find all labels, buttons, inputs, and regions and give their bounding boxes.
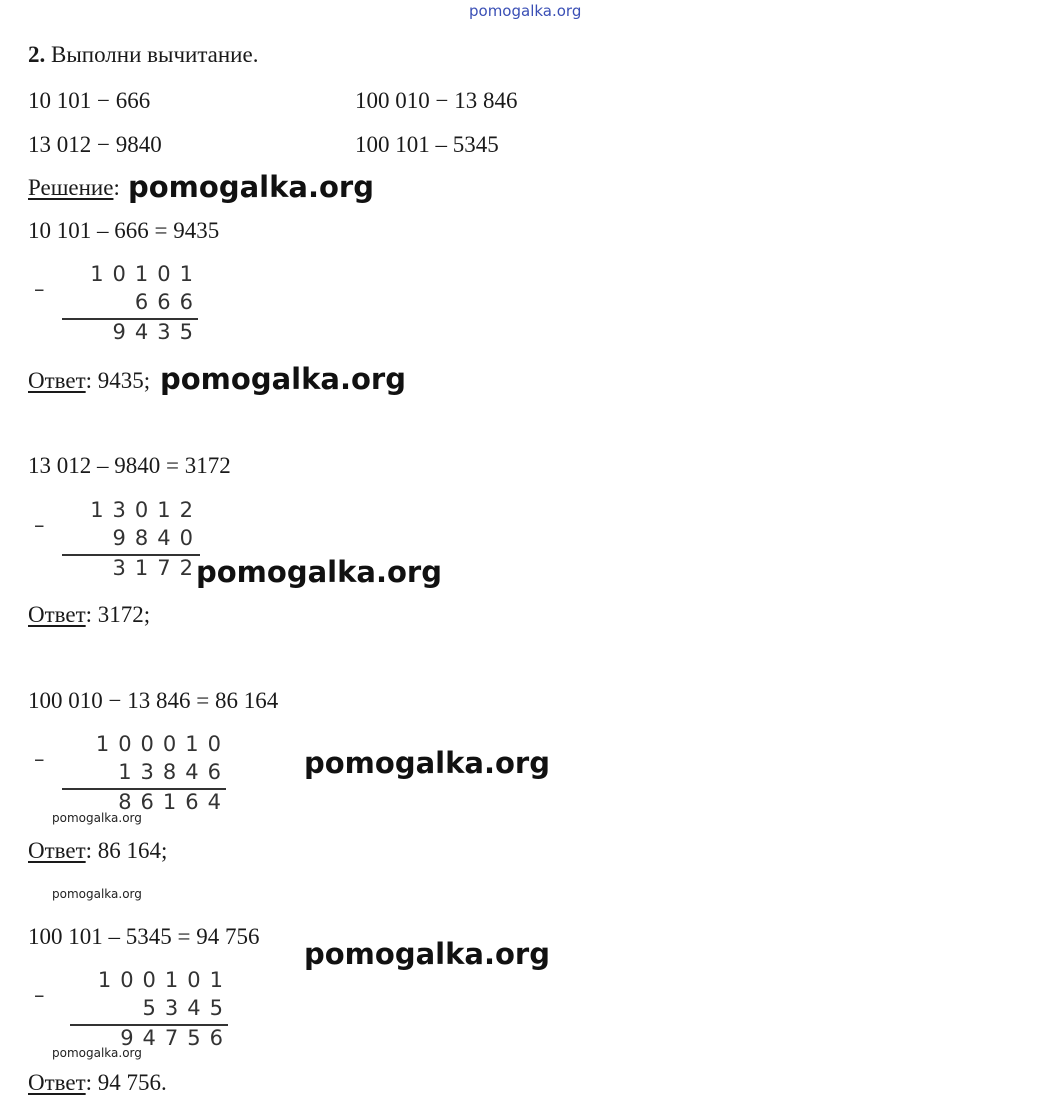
solution-colon: : <box>113 175 120 200</box>
solution-label: Решение <box>28 175 114 200</box>
answer-value: : 9435; <box>85 368 151 393</box>
minus-sign: – <box>34 277 45 301</box>
answer-label: Ответ <box>28 602 86 627</box>
answer-label: Ответ <box>28 838 86 863</box>
answer-value: : 94 756. <box>85 1070 167 1095</box>
answer-label: Ответ <box>28 1070 86 1095</box>
watermark-3: pomogalka.org <box>196 555 442 589</box>
column-subtraction-4 <box>34 968 232 1054</box>
answer-value: : 86 164; <box>85 838 168 863</box>
minus-sign: – <box>34 513 45 537</box>
answer-3 <box>28 838 167 864</box>
exercise-1: 10 101 − 666 <box>28 88 151 113</box>
watermark-top: pomogalka.org <box>469 2 582 20</box>
minus-sign: – <box>34 983 45 1007</box>
answer-4 <box>28 1070 167 1096</box>
result: 9435 <box>112 320 202 344</box>
exercise-4: 100 101 – 5345 <box>355 132 499 157</box>
equation-1: 10 101 – 666 = 9435 <box>28 218 220 243</box>
minuend: 100010 <box>95 732 230 756</box>
exercise-2: 100 010 − 13 846 <box>355 88 518 113</box>
subtrahend: 9840 <box>112 526 202 550</box>
watermark-2: pomogalka.org <box>160 362 406 396</box>
minus-sign: – <box>34 747 45 771</box>
answer-value: : 3172; <box>85 602 151 627</box>
result: 86164 <box>118 790 230 814</box>
answer-label: Ответ <box>28 368 86 393</box>
watermark-1: pomogalka.org <box>128 170 374 204</box>
equation-3: 100 010 − 13 846 = 86 164 <box>28 688 279 713</box>
answer-2 <box>28 602 150 628</box>
watermark-small-3: pomogalka.org <box>52 1046 142 1060</box>
minuend: 13012 <box>90 498 202 522</box>
result: 3172 <box>112 556 202 580</box>
watermark-4: pomogalka.org <box>304 746 550 780</box>
answer-1 <box>28 368 150 394</box>
watermark-small-1: pomogalka.org <box>52 811 142 825</box>
result: 94756 <box>120 1026 232 1050</box>
watermark-5: pomogalka.org <box>304 937 550 971</box>
equation-2: 13 012 – 9840 = 3172 <box>28 453 231 478</box>
task-title: Выполни вычитание. <box>51 42 259 67</box>
task-number: 2. <box>28 42 46 67</box>
subtrahend: 666 <box>134 290 202 314</box>
subtrahend: 13846 <box>118 760 230 784</box>
equation-4: 100 101 – 5345 = 94 756 <box>28 924 260 949</box>
column-subtraction-1 <box>34 262 202 348</box>
exercise-3: 13 012 − 9840 <box>28 132 162 157</box>
column-subtraction-2 <box>34 498 202 584</box>
watermark-small-2: pomogalka.org <box>52 887 142 901</box>
minuend: 100101 <box>97 968 232 992</box>
solution-heading <box>28 175 120 201</box>
minuend: 10101 <box>90 262 202 286</box>
task-header <box>28 42 258 68</box>
column-subtraction-3 <box>34 732 230 818</box>
subtrahend: 5345 <box>142 996 232 1020</box>
